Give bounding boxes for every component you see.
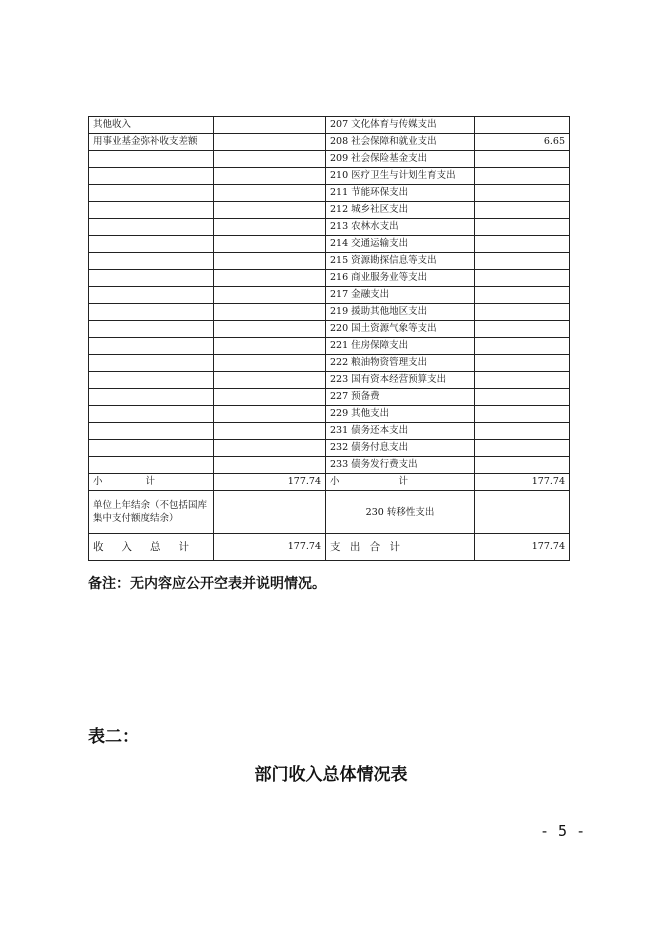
expense-subtotal-label: 小 计 [326,474,475,491]
table-row [89,423,570,440]
expense-item-cell: 227 预备费 [326,389,475,406]
expense-total-amount: 177.74 [475,534,570,561]
income-item-cell [89,406,214,423]
table-row [89,287,570,304]
expense-item-cell: 214 交通运输支出 [326,236,475,253]
expense-item-cell: 231 债务还本支出 [326,423,475,440]
prior-year-balance-label: 单位上年结余（不包括国库集中支付额度结余） [89,491,214,534]
table-row [89,338,570,355]
expense-amount-cell [475,338,570,355]
table-row [89,202,570,219]
income-amount-cell [214,321,326,338]
income-amount-cell [214,219,326,236]
balance-row [89,491,570,534]
income-item-cell [89,440,214,457]
expense-amount-cell [475,304,570,321]
section-label: 表二： [88,727,139,747]
expense-amount-cell [475,440,570,457]
expense-amount-cell [475,253,570,270]
table-row [89,185,570,202]
income-amount-cell [214,389,326,406]
table-row [89,355,570,372]
budget-table [88,116,570,561]
expense-amount-cell [475,423,570,440]
expense-item-cell: 219 援助其他地区支出 [326,304,475,321]
income-item-cell [89,185,214,202]
income-amount-cell [214,202,326,219]
table-body [89,117,570,474]
expense-item-cell: 233 债务发行费支出 [326,457,475,474]
income-item-cell [89,372,214,389]
expense-amount-cell [475,236,570,253]
income-subtotal-label: 小 计 [89,474,214,491]
expense-item-cell: 216 商业服务业等支出 [326,270,475,287]
expense-amount-cell [475,372,570,389]
table-row [89,117,570,134]
expense-amount-cell [475,321,570,338]
expense-amount-cell [475,185,570,202]
income-item-cell [89,338,214,355]
expense-item-cell: 221 住房保障支出 [326,338,475,355]
expense-amount-cell [475,202,570,219]
expense-item-cell: 232 债务付息支出 [326,440,475,457]
expense-amount-cell [475,457,570,474]
table-row [89,134,570,151]
income-item-cell: 其他收入 [89,117,214,134]
income-item-cell [89,236,214,253]
income-amount-cell [214,372,326,389]
income-amount-cell [214,457,326,474]
table-row [89,219,570,236]
income-amount-cell [214,253,326,270]
income-item-cell [89,151,214,168]
expense-item-cell: 208 社会保障和就业支出 [326,134,475,151]
expense-total-label: 支 出 合 计 [326,534,475,561]
income-subtotal-amount: 177.74 [214,474,326,491]
income-item-cell [89,168,214,185]
income-item-cell [89,321,214,338]
income-item-cell [89,270,214,287]
transfer-expense-label: 230 转移性支出 [326,491,475,534]
expense-item-cell: 209 社会保险基金支出 [326,151,475,168]
transfer-expense-amount [475,491,570,534]
prior-year-balance-amount [214,491,326,534]
income-amount-cell [214,270,326,287]
income-amount-cell [214,185,326,202]
expense-item-cell: 229 其他支出 [326,406,475,423]
table-row [89,372,570,389]
expense-item-cell: 213 农林水支出 [326,219,475,236]
expense-item-cell: 211 节能环保支出 [326,185,475,202]
income-item-cell [89,457,214,474]
income-amount-cell [214,134,326,151]
income-amount-cell [214,151,326,168]
expense-item-cell: 220 国土资源气象等支出 [326,321,475,338]
table-row [89,457,570,474]
expense-amount-cell [475,219,570,236]
income-item-cell [89,202,214,219]
income-item-cell [89,423,214,440]
income-amount-cell [214,440,326,457]
table-row [89,321,570,338]
expense-amount-cell [475,406,570,423]
table-row [89,236,570,253]
income-item-cell [89,253,214,270]
table-row [89,304,570,321]
expense-subtotal-amount: 177.74 [475,474,570,491]
expense-item-cell: 222 粮油物资管理支出 [326,355,475,372]
subtotal-row [89,474,570,491]
section-title: 部门收入总体情况表 [254,765,408,785]
table-row [89,440,570,457]
total-row [89,534,570,561]
table-row [89,253,570,270]
expense-item-cell: 210 医疗卫生与计划生育支出 [326,168,475,185]
income-amount-cell [214,117,326,134]
expense-amount-cell [475,151,570,168]
expense-item-cell: 207 文化体育与传媒支出 [326,117,475,134]
expense-item-cell: 223 国有资本经营预算支出 [326,372,475,389]
income-amount-cell [214,304,326,321]
income-item-cell [89,355,214,372]
expense-amount-cell [475,168,570,185]
page-number: - 5 - [540,822,586,840]
table-row [89,406,570,423]
income-item-cell: 用事业基金弥补收支差额 [89,134,214,151]
income-item-cell [89,304,214,321]
income-total-label: 收 入 总 计 [89,534,214,561]
expense-item-cell: 215 资源勘探信息等支出 [326,253,475,270]
income-amount-cell [214,406,326,423]
income-item-cell [89,219,214,236]
income-item-cell [89,287,214,304]
income-amount-cell [214,423,326,440]
income-amount-cell [214,236,326,253]
expense-amount-cell: 6.65 [475,134,570,151]
table-row [89,389,570,406]
table-note: 备注：无内容应公开空表并说明情况。 [88,576,326,592]
income-amount-cell [214,168,326,185]
expense-item-cell: 217 金融支出 [326,287,475,304]
expense-amount-cell [475,270,570,287]
expense-amount-cell [475,355,570,372]
income-amount-cell [214,355,326,372]
income-total-amount: 177.74 [214,534,326,561]
expense-amount-cell [475,117,570,134]
expense-item-cell: 212 城乡社区支出 [326,202,475,219]
table-row [89,168,570,185]
expense-amount-cell [475,287,570,304]
income-item-cell [89,389,214,406]
income-amount-cell [214,338,326,355]
table-row [89,151,570,168]
table-row [89,270,570,287]
income-amount-cell [214,287,326,304]
expense-amount-cell [475,389,570,406]
